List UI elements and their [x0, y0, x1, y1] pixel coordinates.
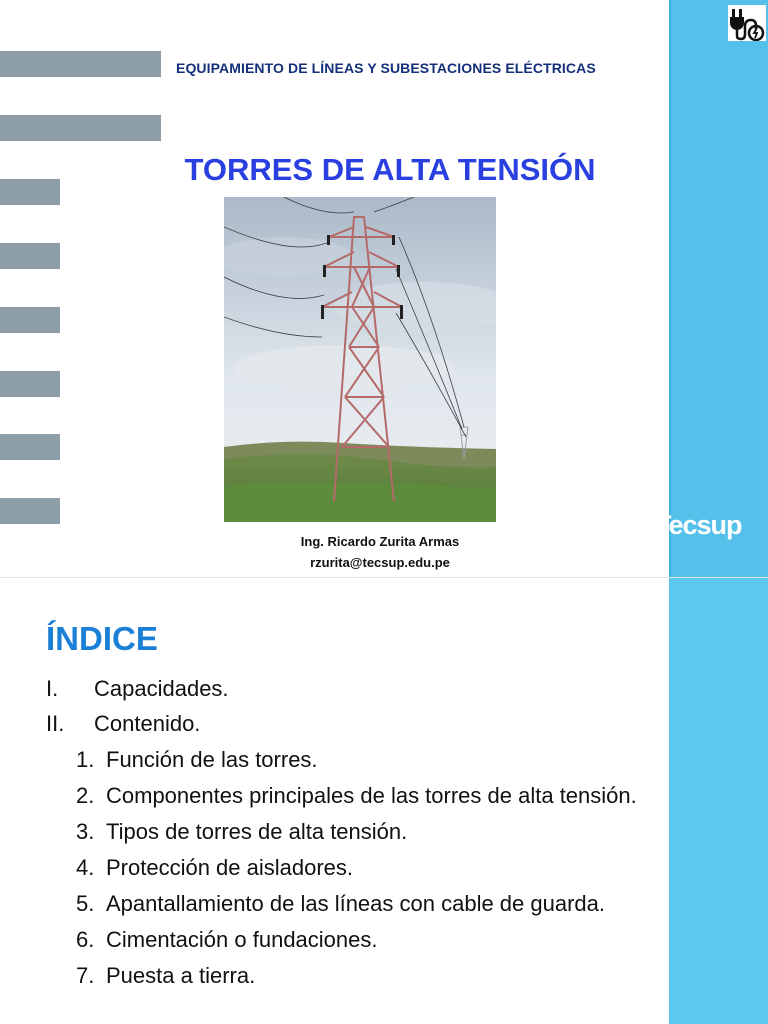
author-block — [240, 531, 520, 573]
list-item — [76, 962, 660, 989]
list-text: Apantallamiento de las líneas con cable de guarda. — [106, 891, 606, 916]
roman-num: II. — [46, 711, 65, 736]
power-tower-photo — [224, 197, 496, 522]
list-num: 2. — [76, 783, 95, 808]
decor-bar-8 — [0, 498, 60, 524]
list-num: 1. — [76, 747, 95, 772]
roman-num: I. — [46, 676, 59, 701]
list-item — [76, 782, 660, 809]
list-num: 4. — [76, 855, 95, 880]
list-num: 3. — [76, 819, 95, 844]
decor-bar-2 — [0, 115, 161, 141]
list-text: Protección de aisladores. — [106, 855, 354, 880]
side-panel-2 — [669, 578, 768, 1024]
list-text: Puesta a tierra. — [106, 963, 256, 988]
tecsup-logo: Tecsup — [655, 510, 742, 540]
list-num: 6. — [76, 927, 95, 952]
list-item — [76, 926, 660, 953]
decor-bar-5 — [0, 307, 60, 333]
decor-bar-1 — [0, 51, 161, 77]
index-slide — [0, 577, 768, 1024]
decor-bar-7 — [0, 434, 60, 460]
course-header: EQUIPAMIENTO DE LÍNEAS Y SUBESTACIONES ELÉCTRICAS — [176, 60, 596, 76]
list-num: 5. — [76, 891, 95, 916]
list-text: Tipos de torres de alta tensión. — [106, 819, 408, 844]
list-item — [76, 890, 660, 917]
list-text: Componentes principales de las torres de alta tensión. — [106, 783, 637, 808]
roman-text: Contenido. — [94, 711, 201, 736]
content-list — [76, 746, 660, 998]
index-title: ÍNDICE — [46, 620, 158, 657]
list-num: 7. — [76, 963, 95, 988]
roman-item-2 — [46, 711, 200, 737]
decor-bar-6 — [0, 371, 60, 397]
list-item — [76, 746, 660, 773]
decor-bar-3 — [0, 179, 60, 205]
decor-bar-4 — [0, 243, 60, 269]
roman-text: Capacidades. — [94, 676, 229, 701]
author-name: Ing. Ricardo Zurita Armas — [300, 534, 460, 549]
list-text: Función de las torres. — [106, 747, 318, 772]
author-email: rzurita@tecsup.edu.pe — [310, 555, 450, 570]
list-text: Cimentación o fundaciones. — [106, 927, 378, 952]
plug-icon — [728, 5, 766, 41]
list-item — [76, 818, 660, 845]
side-panel — [669, 0, 768, 577]
roman-item-1 — [46, 676, 229, 702]
list-item — [76, 854, 660, 881]
slide-title: TORRES DE ALTA TENSIÓN — [184, 152, 596, 187]
